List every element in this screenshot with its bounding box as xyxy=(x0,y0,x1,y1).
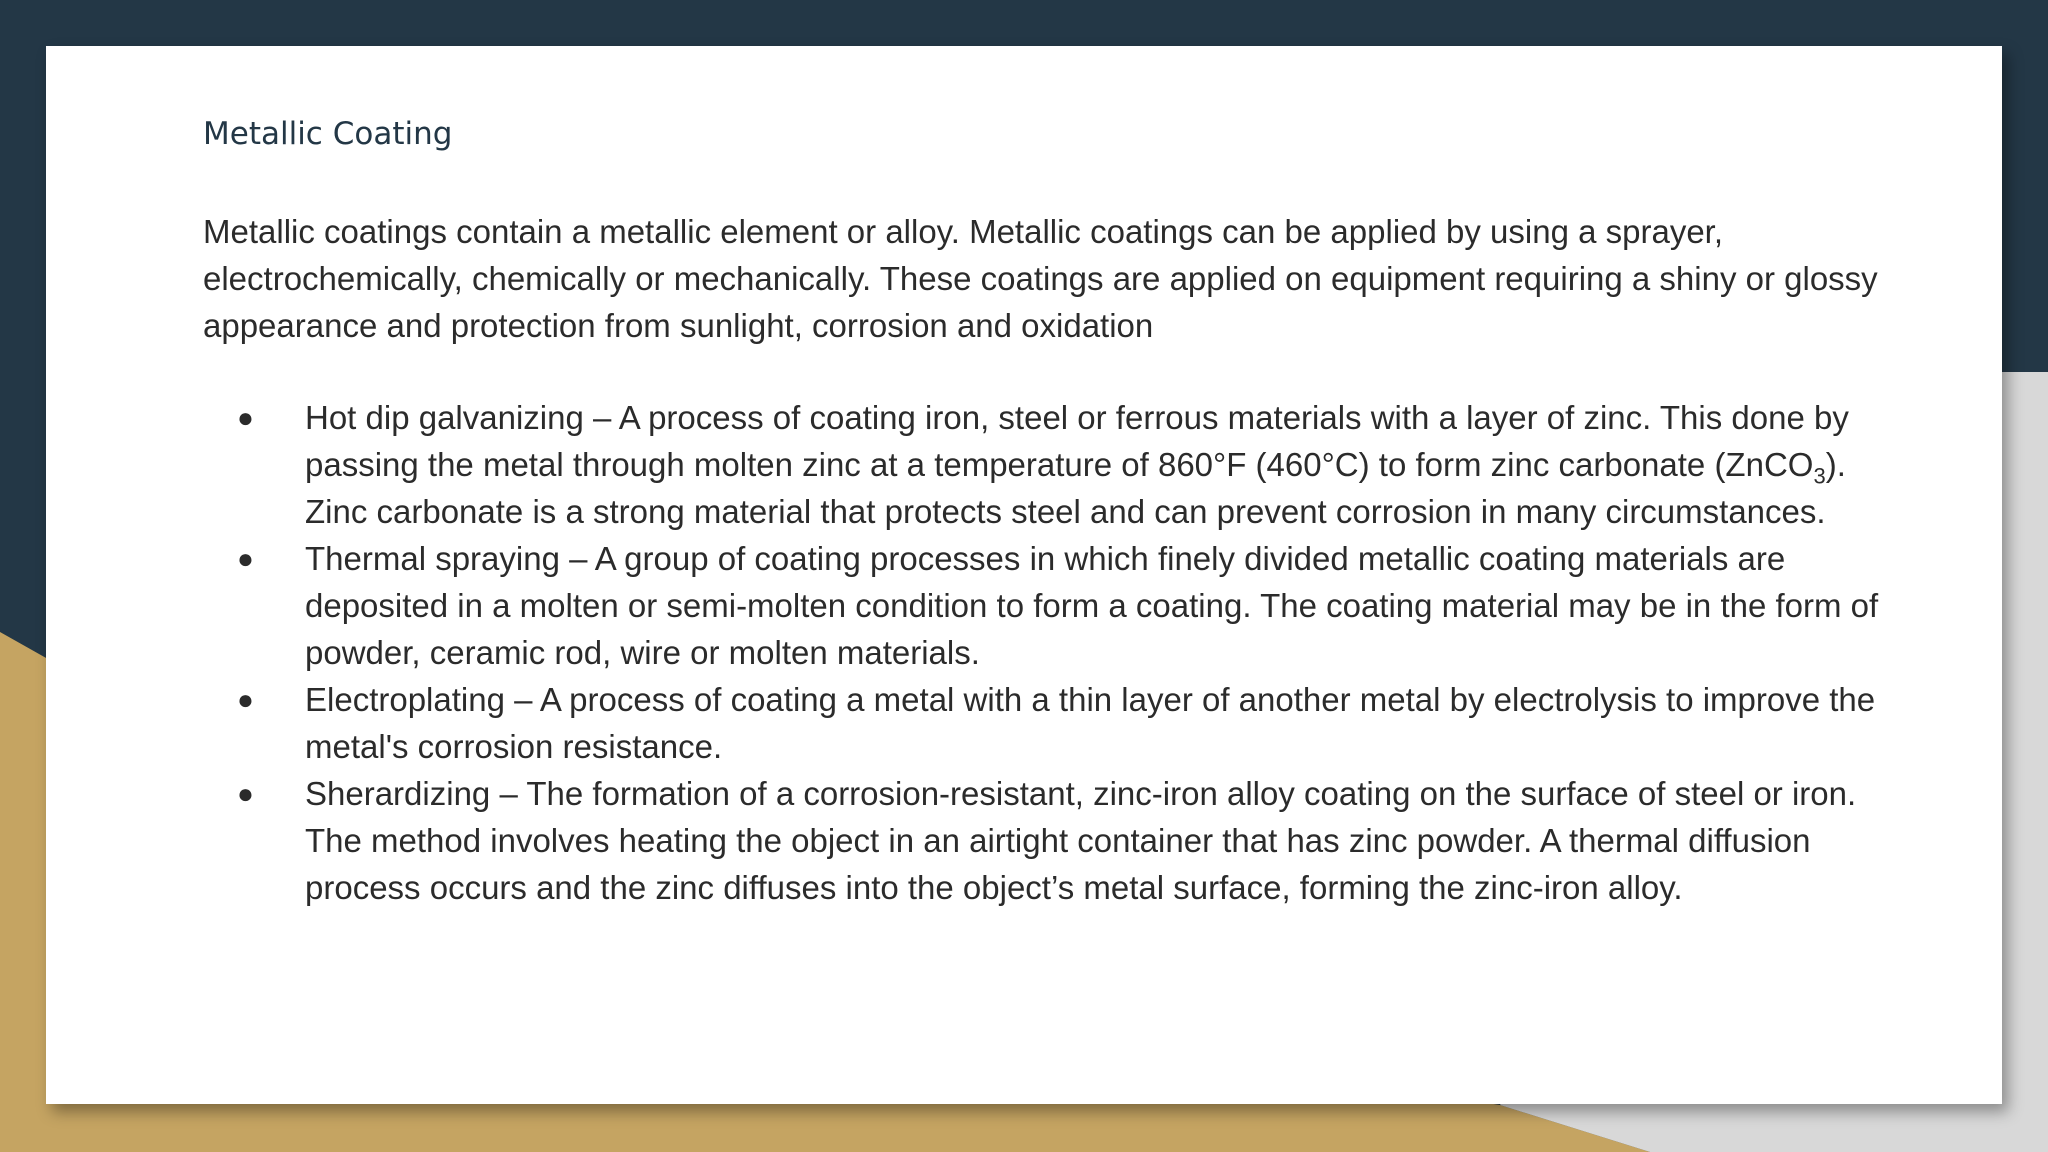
bullet-icon: ● xyxy=(237,778,254,809)
bullet-item-thermal-spraying xyxy=(203,535,1903,676)
bullet-item-sherardizing xyxy=(203,770,1903,911)
slide-title: Metallic Coating xyxy=(203,116,453,152)
slide-canvas xyxy=(46,46,2002,1104)
bullet-text: Electroplating – A process of coating a metal with a thin layer of another metal by electrolysis to improve the metal's corrosion resistance. xyxy=(305,681,1876,765)
bullet-item-hot-dip-galvanizing xyxy=(203,394,1903,535)
subscript-three: 3 xyxy=(1813,463,1826,489)
bullet-icon: ● xyxy=(237,402,254,433)
bullet-item-electroplating xyxy=(203,676,1903,770)
bullet-icon: ● xyxy=(237,684,254,715)
bullet-text: Sherardizing – The formation of a corrosion-resistant, zinc-iron alloy coating on the surface of steel or iron. The method involves heating the object in an airtight container that has zinc powder. A thermal diffusion process occurs and the zinc diffuses into the object’s metal surface, forming the zinc-iron alloy. xyxy=(305,775,1857,906)
bullet-text: Thermal spraying – A group of coating processes in which finely divided metallic coating materials are deposited in a molten or semi-molten condition to form a coating. The coating material may be in the form of powder, ceramic rod, wire or molten materials. xyxy=(305,540,1879,671)
bullet-text-part: Hot dip galvanizing – A process of coating iron, steel or ferrous materials with a layer of zinc. This done by passing the metal through molten zinc at a temperature of 860°F (460°C) to form zinc carbonate (ZnCO xyxy=(305,399,1849,483)
bullet-list xyxy=(203,394,1903,911)
bullet-icon: ● xyxy=(237,543,254,574)
intro-paragraph: Metallic coatings contain a metallic element or alloy. Metallic coatings can be applied by using a sprayer, electrochemically, chemically or mechanically. These coatings are applied on equipment requiring a shiny or glossy appearance and protection from sunlight, corrosion and oxidation xyxy=(203,213,1878,344)
bullet-text-part: ). Zinc carbonate is a strong material that protects steel and can prevent corrosion in many circumstances. xyxy=(305,446,1846,530)
